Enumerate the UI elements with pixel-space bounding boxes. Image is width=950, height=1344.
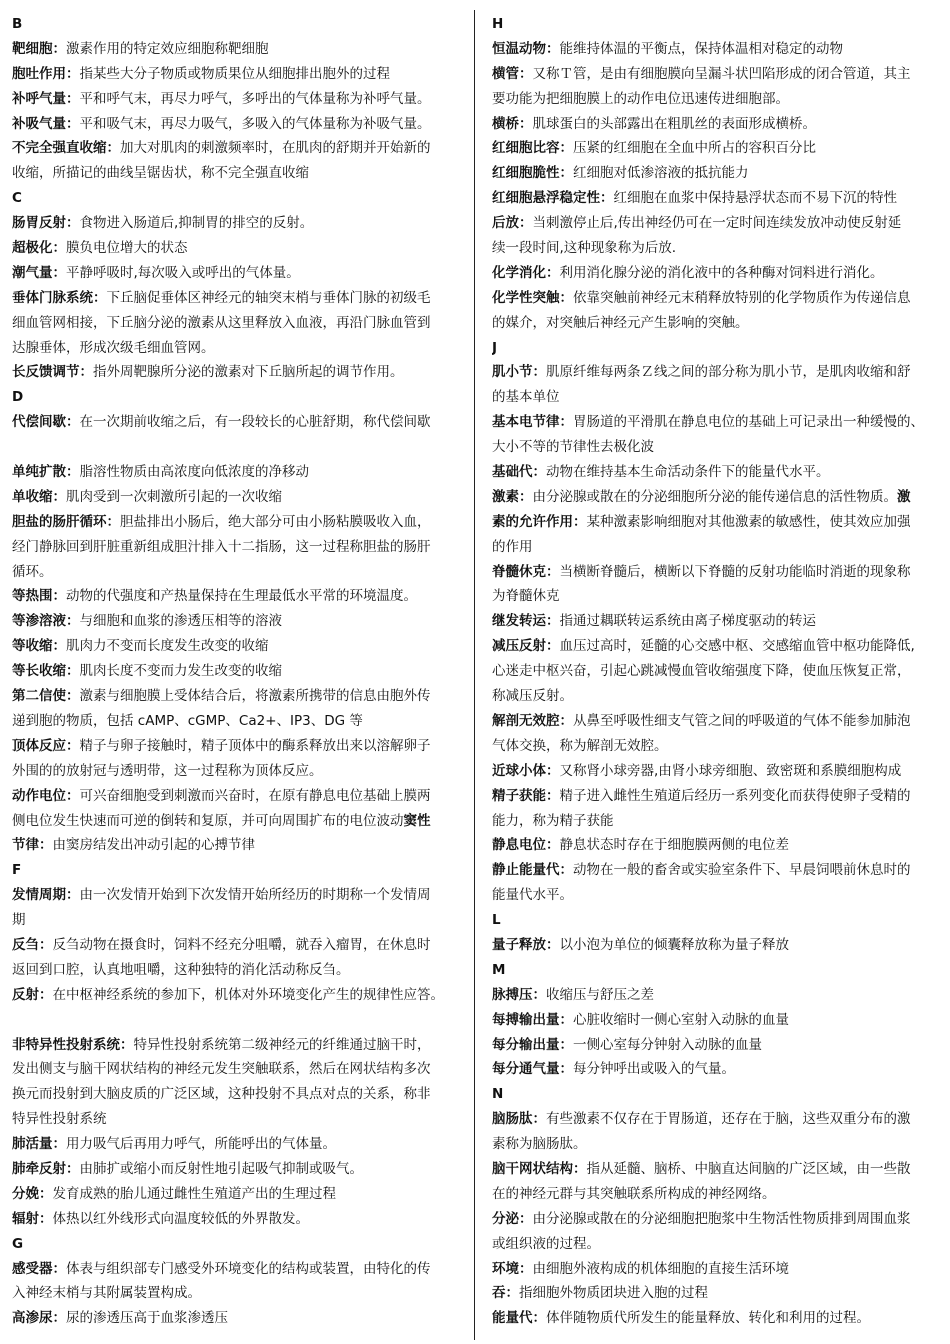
glossary-term: 红细胞悬浮稳定性： (492, 190, 614, 207)
section-letter: D (12, 389, 24, 406)
glossary-term: 反射： (12, 986, 53, 1003)
glossary-entry (12, 1182, 468, 1207)
glossary-entry (492, 62, 948, 87)
glossary-term: 精子获能： (492, 787, 560, 804)
glossary-term: 垂体门脉系统： (12, 289, 107, 306)
glossary-term: 脑干网状结构： (492, 1160, 587, 1177)
glossary-term: 化学消化： (492, 264, 560, 281)
definition-text: 心脏收缩时一侧心室射入动脉的血量 (573, 1011, 789, 1028)
section-letter: L (492, 912, 501, 929)
glossary-term: 分娩： (12, 1185, 53, 1202)
glossary-term: 动作电位： (12, 787, 80, 804)
right-column (492, 12, 948, 1331)
definition-text: 由一次发情开始到下次发情开始所经历的时期称一个发情周 (79, 887, 431, 904)
definition-text: 收缩压与舒压之差 (546, 986, 654, 1003)
definition-text: 由细胞外液构成的机体细胞的直接生活环境 (532, 1260, 789, 1277)
definition-text: 动物在维持基本生命活动条件下的能量代水平。 (546, 464, 830, 481)
glossary-entry (12, 1306, 468, 1331)
glossary-term: 发情周期： (12, 887, 80, 904)
definition-text: 血压过高时，延髓的心交感中枢、交感缩血管中枢功能降低, (559, 638, 915, 655)
definition-text: 依靠突触前神经元末稍释放特别的化学物质作为传递信息 (573, 289, 911, 306)
glossary-term: 环境： (492, 1260, 533, 1277)
definition-text: 在一次期前收缩之后，有一段较长的心脏舒期，称代偿间歇 (79, 414, 431, 431)
definition-text: 指通过耦联转运系统由离子梯度驱动的转运 (559, 613, 816, 630)
blank-line (12, 1008, 468, 1033)
glossary-term: 潮气量： (12, 264, 66, 281)
glossary-entry (12, 684, 468, 709)
glossary-entry (492, 510, 948, 535)
glossary-entry (492, 1107, 948, 1132)
definition-text: 反刍动物在摄食时，饲料不经充分咀嚼，就吞入瘤胃，在休息时 (52, 936, 431, 953)
glossary-entry (12, 1257, 468, 1282)
left-column (12, 12, 468, 1331)
definition-text: 当刺激停止后,传出神经仍可在一定时间连续发放冲动使反射延 (532, 215, 902, 232)
definition-text: 平和呼气末，再尽力呼气，多呼出的气体量称为补呼气量。 (79, 90, 431, 107)
glossary-entry (492, 609, 948, 634)
definition-text: 红细胞对低渗溶液的抵抗能力 (573, 165, 749, 182)
glossary-entry (492, 784, 948, 809)
glossary-entry (492, 1033, 948, 1058)
glossary-entry (12, 236, 468, 261)
definition-text: 下丘脑促垂体区神经元的轴突末梢与垂体门脉的初级毛 (106, 289, 431, 306)
definition-continuation: 发出侧支与脑干网状结构的神经元发生突触联系，然后在网状结构多次 (12, 1061, 431, 1078)
glossary-entry (492, 709, 948, 734)
glossary-term: 素的允许作用： (492, 513, 587, 530)
definition-text: 肌原纤维每两条Ｚ线之间的部分称为肌小节，是肌肉收缩和舒 (546, 364, 911, 381)
definition-text: 食物进入肠道后,抑制胃的排空的反射。 (79, 215, 314, 232)
definition-text: 由肺扩或缩小而反射性地引起吸气抑制或吸气。 (79, 1160, 363, 1177)
glossary-entry (12, 833, 468, 858)
glossary-term: 横桥： (492, 115, 533, 132)
definition-continuation: 递到胞的物质，包括 cAMP、cGMP、Ca2+、IP3、DG 等 (12, 712, 363, 729)
glossary-term: 补吸气量： (12, 115, 80, 132)
definition-text: 又称Ｔ管，是由有细胞膜向呈漏斗状凹陷形成的闭合管道，其主 (532, 65, 911, 82)
column-divider (474, 10, 475, 1340)
definition-text: 以小泡为单位的倾囊释放称为量子释放 (559, 936, 789, 953)
section-letter: C (12, 190, 22, 207)
definition-text: 平和吸气末，再尽力吸气，多吸入的气体量称为补吸气量。 (79, 115, 431, 132)
glossary-term: 辐射： (12, 1210, 53, 1227)
glossary-entry (12, 136, 468, 161)
definition-continuation: 期 (12, 912, 26, 929)
glossary-entry (12, 1157, 468, 1182)
definition-continuation: 经门静脉回到肝脏重新组成胆汁排入十二指肠，这一过程称胆盐的肠肝 (12, 538, 431, 555)
definition-continuation: 达腺垂体，形成次级毛细血管网。 (12, 339, 215, 356)
glossary-term: 等热围： (12, 588, 66, 605)
glossary-entry (492, 211, 948, 236)
section-letter: B (12, 16, 23, 32)
definition-text: 肌肉力不变而长度发生改变的收缩 (66, 638, 269, 655)
glossary-entry (12, 62, 468, 87)
definition-text: 红细胞在血浆中保持悬浮状态而不易下沉的特性 (613, 190, 897, 207)
definition-continuation (12, 809, 468, 834)
glossary-term: 激 (897, 488, 911, 505)
definition-text: 体热以红外线形式向温度较低的外界散发。 (52, 1210, 309, 1227)
definition-text: 又称肾小球旁器,由肾小球旁细胞、致密斑和系膜细胞构成 (559, 762, 902, 779)
glossary-entry (12, 933, 468, 958)
definition-text: 用力吸气后再用力呼气，所能呼出的气体量。 (66, 1136, 336, 1153)
glossary-entry (492, 37, 948, 62)
definition-text: 发育成熟的胎儿通过雌性生殖道产出的生理过程 (52, 1185, 336, 1202)
glossary-entry (12, 211, 468, 236)
glossary-term: 静止能量代： (492, 862, 573, 879)
glossary-entry (12, 609, 468, 634)
definition-text: 激素与细胞膜上受体结合后，将激素所携带的信息由胞外传 (79, 688, 431, 705)
glossary-term: 后放： (492, 215, 533, 232)
glossary-entry (492, 1157, 948, 1182)
definition-text: 胃肠道的平滑肌在静息电位的基础上可记录出一种缓慢的、 (573, 414, 924, 431)
glossary-term: 代偿间歇： (12, 414, 80, 431)
section-letter: H (492, 16, 504, 32)
glossary-entry (492, 634, 948, 659)
glossary-term: 能量代： (492, 1310, 546, 1327)
definition-text: 与细胞和血浆的渗透压相等的溶液 (79, 613, 282, 630)
definition-text: 静息状态时存在于细胞膜两侧的电位差 (559, 837, 789, 854)
definition-text: 有些激素不仅存在于胃肠道，还存在于脑，这些双重分布的激 (546, 1111, 911, 1128)
definition-text: 激素作用的特定效应细胞称靶细胞 (66, 40, 269, 57)
glossary-entry (492, 360, 948, 385)
glossary-entry (492, 1207, 948, 1232)
glossary-entry (492, 1008, 948, 1033)
glossary-entry (492, 286, 948, 311)
glossary-entry (12, 634, 468, 659)
definition-text: 一侧心室每分钟射入动脉的血量 (573, 1036, 762, 1053)
definition-continuation: 气体交换，称为解剖无效腔。 (492, 737, 668, 754)
glossary-term: 第二信使： (12, 688, 80, 705)
glossary-entry (12, 410, 468, 435)
definition-text: 由窦房结发出冲动引起的心搏节律 (52, 837, 255, 854)
definition-text: 指细胞外物质团块进入胞的过程 (519, 1285, 708, 1302)
glossary-term: 基础代： (492, 464, 546, 481)
glossary-term: 红细胞脆性： (492, 165, 573, 182)
definition-text: 能维持体温的平衡点，保持体温相对稳定的动物 (559, 40, 843, 57)
definition-continuation: 或组织液的过程。 (492, 1235, 600, 1252)
glossary-entry (492, 1257, 948, 1282)
glossary-term: 分泌： (492, 1210, 533, 1227)
definition-text: 动物在一般的畜舍或实验室条件下、早晨饲喂前休息时的 (573, 862, 911, 879)
glossary-term: 基本电节律： (492, 414, 573, 431)
glossary-term: 不完全强直收缩： (12, 140, 120, 157)
glossary-term: 长反馈调节： (12, 364, 93, 381)
section-letter: J (492, 339, 498, 356)
definition-text: 膜负电位增大的状态 (66, 240, 188, 257)
definition-continuation: 的基本单位 (492, 389, 560, 406)
glossary-entry (492, 186, 948, 211)
glossary-entry (12, 485, 468, 510)
definition-text: 体伴随物质代所发生的能量释放、转化和利用的过程。 (546, 1310, 870, 1327)
definition-continuation: 循环。 (12, 563, 53, 580)
glossary-entry (492, 833, 948, 858)
definition-continuation: 返回到口腔，认真地咀嚼，这种独特的消化活动称反刍。 (12, 961, 350, 978)
glossary-term: 脉搏压： (492, 986, 546, 1003)
definition-continuation: 入神经末梢与其附属装置构成。 (12, 1285, 201, 1302)
glossary-entry (492, 410, 948, 435)
definition-continuation: 能量代水平。 (492, 887, 573, 904)
glossary-entry (12, 112, 468, 137)
glossary-term: 感受器： (12, 1260, 66, 1277)
glossary-entry (12, 983, 468, 1008)
glossary-term: 超极化： (12, 240, 66, 257)
glossary-term: 单收缩： (12, 488, 66, 505)
definition-continuation: 的作用 (492, 538, 533, 555)
section-letter: F (12, 862, 22, 879)
definition-text: 特异性投射系统第二级神经元的纤维通过脑干时， (133, 1036, 431, 1053)
glossary-term: 肺牵反射： (12, 1160, 80, 1177)
glossary-entry (12, 584, 468, 609)
glossary-term: 单纯扩散： (12, 464, 80, 481)
glossary-term: 减压反射： (492, 638, 560, 655)
glossary-term: 靶细胞： (12, 40, 66, 57)
definition-text: 精子进入雌性生殖道后经历一系列变化而获得使卵子受精的 (559, 787, 911, 804)
glossary-entry (12, 1207, 468, 1232)
glossary-entry (12, 510, 468, 535)
glossary-entry (492, 136, 948, 161)
definition-text: 从鼻至呼吸性细支气管之间的呼吸道的气体不能参加肺泡 (573, 712, 911, 729)
definition-continuation: 细血管网相接，下丘脑分泌的激素从这里释放入血液，再沿门脉血管到 (12, 314, 431, 331)
definition-continuation: 换元而投射到大脑皮质的广泛区域，这种投射不具点对点的关系，称非 (12, 1086, 431, 1103)
glossary-term: 肠胃反射： (12, 215, 80, 232)
definition-text: 指某些大分子物质或物质果位从细胞排出胞外的过程 (79, 65, 390, 82)
glossary-entry (492, 858, 948, 883)
glossary-term: 静息电位： (492, 837, 560, 854)
glossary-term: 脊髓休克： (492, 563, 560, 580)
glossary-term: 红细胞比容： (492, 140, 573, 157)
definition-text: 在中枢神经系统的参加下，机体对外环境变化产生的规律性应答。 (52, 986, 444, 1003)
glossary-term: 顶体反应： (12, 737, 80, 754)
glossary-entry (492, 933, 948, 958)
definition-text: 肌球蛋白的头部露出在粗肌丝的表面形成横桥。 (532, 115, 816, 132)
glossary-entry (492, 560, 948, 585)
glossary-term: 反刍： (12, 936, 53, 953)
glossary-term: 恒温动物： (492, 40, 560, 57)
definition-text: 胆盐排出小肠后，绝大部分可由小肠粘膜吸收入血， (120, 513, 431, 530)
glossary-term: 等长收缩： (12, 663, 80, 680)
definition-text: 尿的渗透压高于血浆渗透压 (66, 1310, 228, 1327)
definition-continuation: 外围的的放射冠与透明带，这一过程称为顶体反应。 (12, 762, 323, 779)
glossary-term: 每分输出量： (492, 1036, 573, 1053)
glossary-entry (12, 261, 468, 286)
definition-text: 脂溶性物质由高浓度向低浓度的净移动 (79, 464, 309, 481)
definition-continuation: 要功能为把细胞膜上的动作电位迅速传进细胞部。 (492, 90, 789, 107)
glossary-term: 肺活量： (12, 1136, 66, 1153)
definition-text: 指从延髓、脑桥、中脑直达间脑的广泛区域，由一些散 (586, 1160, 911, 1177)
glossary-term: 近球小体： (492, 762, 560, 779)
definition-text: 肌肉长度不变而力发生改变的收缩 (79, 663, 282, 680)
section-letter: N (492, 1086, 504, 1103)
glossary-term: 继发转运： (492, 613, 560, 630)
definition-text: 肌肉受到一次刺激所引起的一次收缩 (66, 488, 282, 505)
glossary-term: 窦性 (403, 812, 431, 829)
glossary-term: 非特异性投射系统： (12, 1036, 134, 1053)
glossary-entry (12, 784, 468, 809)
glossary-entry (12, 1033, 468, 1058)
glossary-term: 等渗溶液： (12, 613, 80, 630)
glossary-entry (492, 1306, 948, 1331)
definition-text: 当横断脊髓后，横断以下脊髓的反射功能临时消逝的现象称 (559, 563, 911, 580)
definition-text: 压紧的红细胞在全血中所占的容积百分比 (573, 140, 816, 157)
definition-continuation: 为脊髓休克 (492, 588, 560, 605)
definition-text: 平静呼吸时,每次吸入或呼出的气体量。 (66, 264, 300, 281)
glossary-entry (12, 883, 468, 908)
definition-continuation: 大小不等的节律性去极化波 (492, 439, 654, 456)
glossary-entry (12, 659, 468, 684)
definition-text: 由分泌腺或散在的分泌细胞所分泌的能传递信息的活性物质。 (532, 488, 897, 505)
definition-text: 利用消化腺分泌的消化液中的各种酶对饲料进行消化。 (559, 264, 884, 281)
section-letter: G (12, 1235, 24, 1252)
glossary-term: 激素： (492, 488, 533, 505)
glossary-term: 肌小节： (492, 364, 546, 381)
definition-continuation: 续一段时间,这种现象称为后放. (492, 240, 677, 257)
glossary-entry (492, 161, 948, 186)
definition-continuation: 素称为脑肠肽。 (492, 1136, 587, 1153)
glossary-entry (492, 759, 948, 784)
definition-text: 由分泌腺或散在的分泌细胞把胞浆中生物活性物质排到周围血浆 (532, 1210, 911, 1227)
definition-text: 动物的代强度和产热量保持在生理最低水平常的环境温度。 (66, 588, 417, 605)
glossary-term: 每分通气量： (492, 1061, 573, 1078)
definition-text: 侧电位发生快速而可逆的倒转和复原，并可向周围扩布的电位波动 (12, 812, 404, 829)
glossary-entry (492, 261, 948, 286)
glossary-term: 每搏输出量： (492, 1011, 573, 1028)
glossary-entry (492, 112, 948, 137)
glossary-term: 化学性突触： (492, 289, 573, 306)
glossary-term: 解剖无效腔： (492, 712, 573, 729)
definition-text: 可兴奋细胞受到刺激而兴奋时，在原有静息电位基础上膜两 (79, 787, 431, 804)
glossary-entry (492, 460, 948, 485)
glossary-term: 量子释放： (492, 936, 560, 953)
definition-continuation: 能力，称为精子获能 (492, 812, 614, 829)
glossary-entry (492, 485, 948, 510)
glossary-term: 横管： (492, 65, 533, 82)
definition-continuation: 称减压反射。 (492, 688, 573, 705)
definition-continuation: 心迷走中枢兴奋，引起心跳减慢血管收缩强度下降，使血压恢复正常， (492, 663, 911, 680)
definition-continuation: 的媒介，对突触后神经元产生影响的突触。 (492, 314, 749, 331)
glossary-entry (12, 1132, 468, 1157)
definition-text: 某种激素影响细胞对其他激素的敏感性，使其效应加强 (586, 513, 911, 530)
definition-continuation: 在的神经元群与其突触联系所构成的神经网络。 (492, 1185, 776, 1202)
glossary-term: 补呼气量： (12, 90, 80, 107)
glossary-term: 高渗尿： (12, 1310, 66, 1327)
glossary-term: 节律： (12, 837, 53, 854)
definition-text: 精子与卵子接触时，精子顶体中的酶系释放出来以溶解卵子 (79, 737, 431, 754)
section-letter: M (492, 961, 506, 978)
glossary-entry (12, 37, 468, 62)
glossary-entry (492, 1057, 948, 1082)
blank-line (12, 435, 468, 460)
definition-text: 加大对肌肉的刺激频率时，在肌肉的舒期并开始新的 (120, 140, 431, 157)
glossary-entry (12, 734, 468, 759)
glossary-term: 脑肠肽： (492, 1111, 546, 1128)
definition-continuation: 特异性投射系统 (12, 1111, 107, 1128)
glossary-entry (12, 286, 468, 311)
definition-text: 指外周靶腺所分泌的激素对下丘脑所起的调节作用。 (93, 364, 404, 381)
definition-continuation: 收缩，所描记的曲线呈锯齿状，称不完全强直收缩 (12, 165, 309, 182)
glossary-entry (492, 983, 948, 1008)
glossary-term: 等收缩： (12, 638, 66, 655)
glossary-term: 吞： (492, 1285, 519, 1302)
definition-text: 每分钟呼出或吸入的气量。 (573, 1061, 735, 1078)
glossary-entry (12, 460, 468, 485)
glossary-term: 胞吐作用： (12, 65, 80, 82)
definition-text: 体表与组织部专门感受外环境变化的结构或装置，由特化的传 (66, 1260, 431, 1277)
glossary-term: 胆盐的肠肝循环： (12, 513, 120, 530)
glossary-entry (492, 1281, 948, 1306)
glossary-entry (12, 87, 468, 112)
glossary-entry (12, 360, 468, 385)
